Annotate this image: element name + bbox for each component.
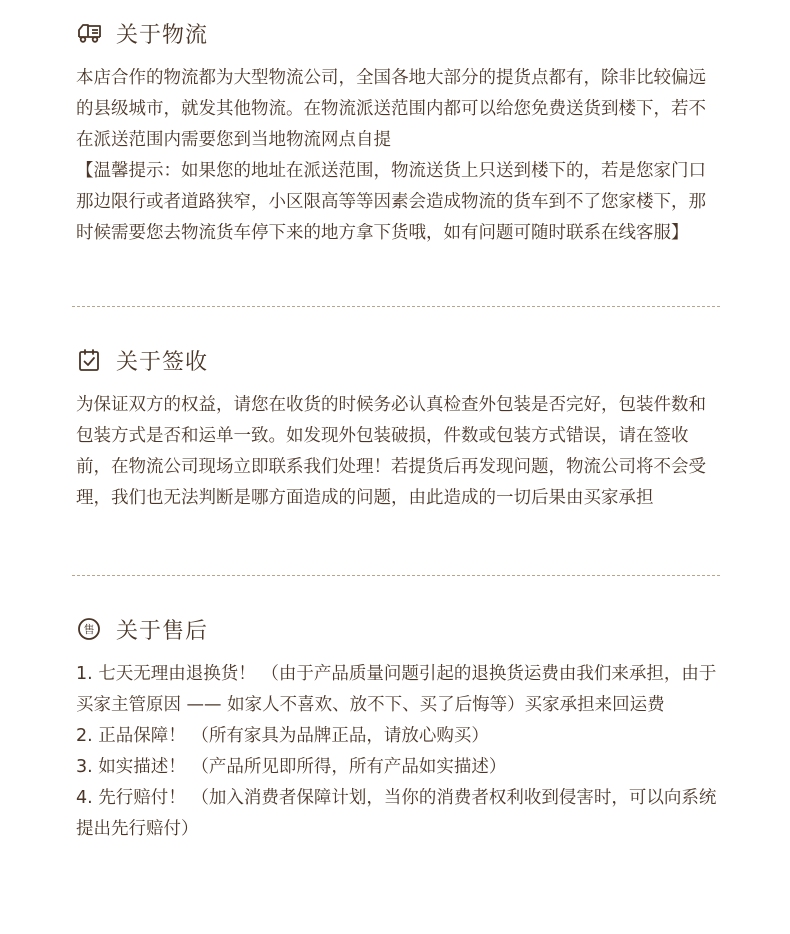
logistics-title: 关于物流 — [116, 22, 209, 48]
aftersale-item-4: 4. 先行赔付！ （加入消费者保障计划，当你的消费者权利收到侵害时，可以向系统提出先行赔付） — [76, 788, 717, 839]
signing-section — [76, 343, 720, 514]
signing-title: 关于签收 — [116, 349, 209, 375]
divider-1 — [72, 306, 720, 307]
logistics-header — [76, 16, 720, 50]
aftersale-list — [76, 659, 720, 845]
aftersale-item-3: 3. 如实描述！ （产品所见即所得，所有产品如实描述） — [76, 757, 507, 777]
signing-body: 为保证双方的权益，请您在收货的时候务必认真检查外包装是否完好，包装件数和包装方式是否和运单一致。如发现外包装破损，件数或包装方式错误，请在签收前，在物流公司现场立即联系我们处理！若提货后再发现问题，物流公司将不会受理，我们也无法判断是哪方面造成的问题，由此造成的一切后果由买家承担 — [76, 395, 706, 508]
truck-icon — [76, 20, 102, 46]
logistics-tip: 【温馨提示：如果您的地址在派送范围，物流送货上只送到楼下的，若是您家门口那边限行或者道路狭窄，小区限高等等因素会造成物流的货车到不了您家楼下，那时候需要您去物流货车停下来的地方拿下货哦，如有问题可随时联系在线客服】 — [76, 161, 706, 243]
signing-header — [76, 343, 720, 377]
aftersale-title: 关于售后 — [116, 618, 209, 644]
aftersale-header — [76, 612, 720, 646]
checklist-icon — [76, 347, 102, 373]
aftersale-section — [76, 612, 720, 845]
after-sale-icon-glyph: 售 — [83, 623, 95, 636]
after-sale-icon — [76, 616, 102, 642]
aftersale-item-2: 2. 正品保障！ （所有家具为品牌正品，请放心购买） — [76, 726, 489, 746]
divider-2 — [72, 575, 720, 576]
logistics-section — [76, 16, 720, 249]
logistics-body: 本店合作的物流都为大型物流公司，全国各地大部分的提货点都有，除非比较偏远的县级城市，就发其他物流。在物流派送范围内都可以给您免费送货到楼下，若不在派送范围内需要您到当地物流网点自提 — [76, 68, 706, 150]
aftersale-item-1: 1. 七天无理由退换货！ （由于产品质量问题引起的退换货运费由我们来承担，由于买家主管原因 —— 如家人不喜欢、放不下、买了后悔等）买家承担来回运费 — [76, 664, 717, 715]
